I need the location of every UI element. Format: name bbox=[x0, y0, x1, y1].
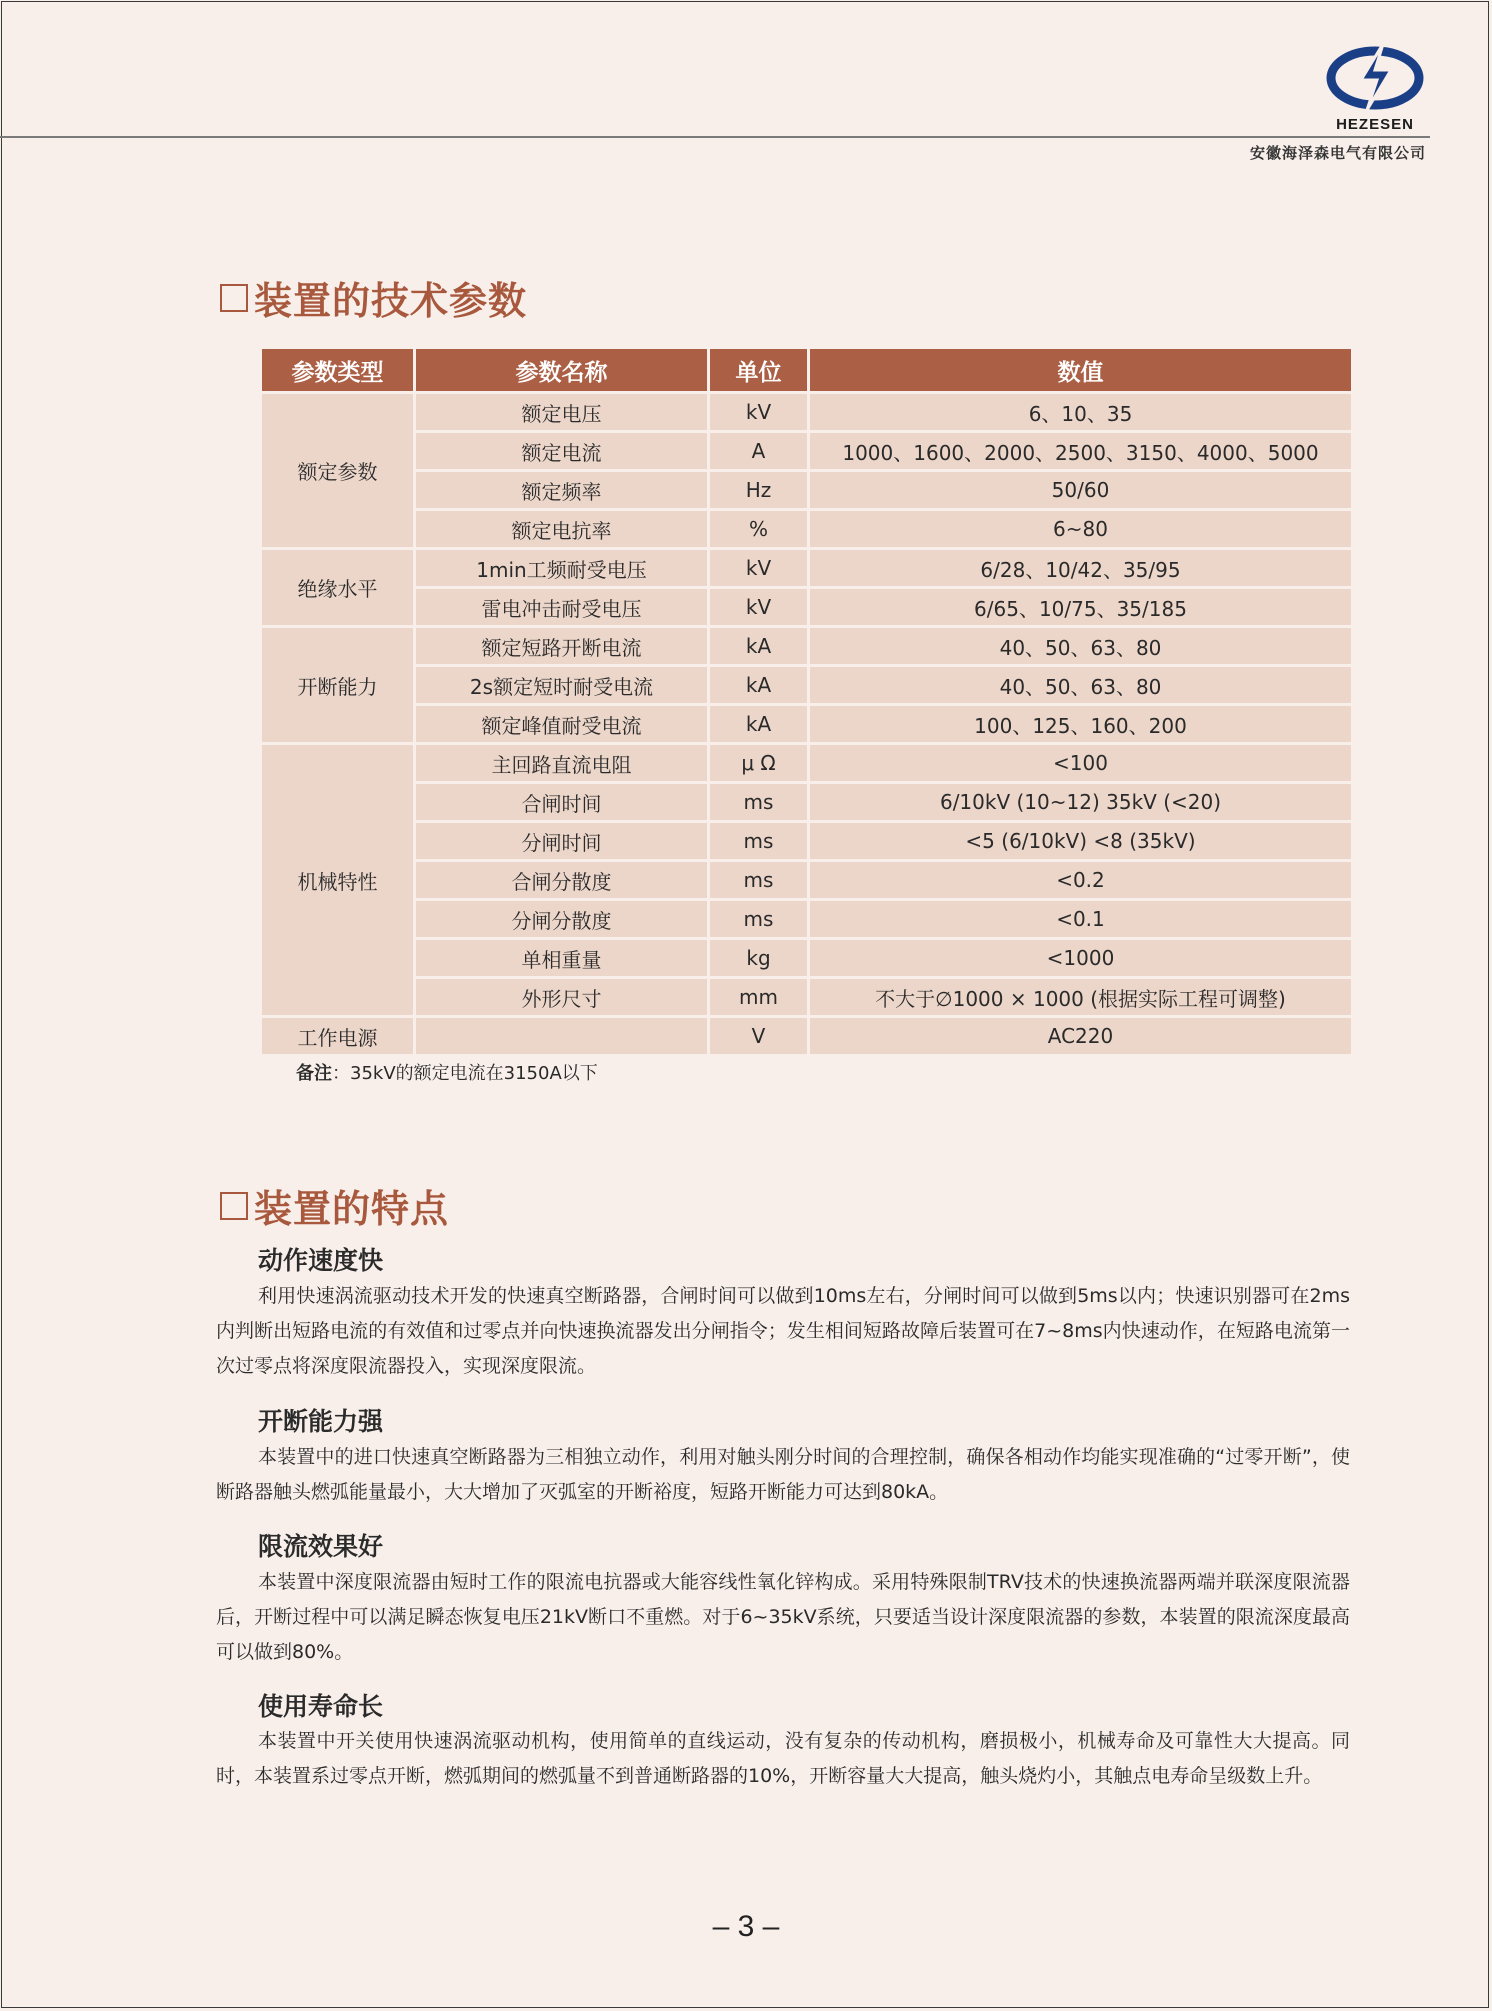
note-text: ：35kV的额定电流在3150A以下 bbox=[332, 1063, 598, 1084]
table-row bbox=[261, 939, 1353, 978]
name-cell: 分闸分散度 bbox=[415, 900, 709, 939]
brand-name: HEZESEN bbox=[1336, 116, 1414, 133]
value-cell: <1000 bbox=[809, 939, 1353, 978]
unit-cell: ms bbox=[709, 822, 809, 861]
table-row bbox=[261, 549, 1353, 588]
table-row bbox=[261, 471, 1353, 510]
unit-cell: kV bbox=[709, 588, 809, 627]
section-title-text: 装置的特点 bbox=[254, 1187, 450, 1231]
table-row bbox=[261, 627, 1353, 666]
value-cell: 40、50、63、80 bbox=[809, 627, 1353, 666]
unit-cell: ms bbox=[709, 783, 809, 822]
name-cell: 2s额定短时耐受电流 bbox=[415, 666, 709, 705]
table-note bbox=[296, 1059, 598, 1085]
value-cell: 不大于∅1000 × 1000 (根据实际工程可调整) bbox=[809, 978, 1353, 1017]
value-cell: <5 (6/10kV) <8 (35kV) bbox=[809, 822, 1353, 861]
company-logo bbox=[1320, 40, 1430, 158]
table-row bbox=[261, 783, 1353, 822]
feature-heading: 开断能力强 bbox=[258, 1407, 384, 1436]
name-cell: 额定频率 bbox=[415, 471, 709, 510]
table-row bbox=[261, 510, 1353, 549]
value-cell: <0.1 bbox=[809, 900, 1353, 939]
unit-cell: μ Ω bbox=[709, 744, 809, 783]
table-row bbox=[261, 744, 1353, 783]
unit-cell: ms bbox=[709, 900, 809, 939]
feature-body: 本装置中的进口快速真空断路器为三相独立动作，利用对触头刚分时间的合理控制，确保各相动作均能实现准确的“过零开断”，使断路器触头燃弧能量最小，大大增加了灭弧室的开断裕度，短路开断能力可达到80kA。 bbox=[216, 1446, 1350, 1503]
feature-heading: 使用寿命长 bbox=[258, 1692, 384, 1721]
unit-cell: kA bbox=[709, 627, 809, 666]
page-number: – 3 – bbox=[712, 1910, 780, 1943]
checkbox-square-icon bbox=[220, 284, 248, 312]
name-cell bbox=[415, 1017, 709, 1056]
checkbox-square-icon bbox=[220, 1192, 248, 1220]
value-cell: 6、10、35 bbox=[809, 393, 1353, 432]
hezesen-logo-icon bbox=[1325, 40, 1425, 114]
value-cell: <100 bbox=[809, 744, 1353, 783]
name-cell: 单相重量 bbox=[415, 939, 709, 978]
category-cell: 机械特性 bbox=[261, 744, 415, 1017]
name-cell: 主回路直流电阻 bbox=[415, 744, 709, 783]
value-cell: AC220 bbox=[809, 1017, 1353, 1056]
unit-cell: kV bbox=[709, 549, 809, 588]
value-cell: 1000、1600、2000、2500、3150、4000、5000 bbox=[809, 432, 1353, 471]
unit-cell: mm bbox=[709, 978, 809, 1017]
unit-cell: % bbox=[709, 510, 809, 549]
feature-body: 利用快速涡流驱动技术开发的快速真空断路器，合闸时间可以做到10ms左右，分闸时间可以做到5ms以内；快速识别器可在2ms内判断出短路电流的有效值和过零点并向快速换流器发出分闸指令；发生相间短路故障后装置可在7~8ms内快速动作，在短路电流第一次过零点将深度限流器投入，实现深度限流。 bbox=[216, 1285, 1350, 1377]
unit-cell: Hz bbox=[709, 471, 809, 510]
feature-heading: 限流效果好 bbox=[258, 1532, 384, 1561]
table-row bbox=[261, 1017, 1353, 1056]
company-name: 安徽海泽森电气有限公司 bbox=[1249, 144, 1426, 162]
feature-heading: 动作速度快 bbox=[258, 1246, 384, 1275]
unit-cell: kA bbox=[709, 666, 809, 705]
category-cell: 开断能力 bbox=[261, 627, 415, 744]
table-row bbox=[261, 666, 1353, 705]
column-header: 数值 bbox=[809, 348, 1353, 393]
name-cell: 额定电抗率 bbox=[415, 510, 709, 549]
value-cell: 100、125、160、200 bbox=[809, 705, 1353, 744]
column-header: 单位 bbox=[709, 348, 809, 393]
column-header: 参数类型 bbox=[261, 348, 415, 393]
name-cell: 合闸时间 bbox=[415, 783, 709, 822]
feature-body: 本装置中开关使用快速涡流驱动机构，使用简单的直线运动，没有复杂的传动机构，磨损极小，机械寿命及可靠性大大提高。同时，本装置系过零点开断，燃弧期间的燃弧量不到普通断路器的10%，开断容量大大提高，触头烧灼小，其触点电寿命呈级数上升。 bbox=[216, 1730, 1350, 1787]
name-cell: 合闸分散度 bbox=[415, 861, 709, 900]
table-row bbox=[261, 861, 1353, 900]
category-cell: 工作电源 bbox=[261, 1017, 415, 1056]
table-header-row bbox=[261, 348, 1353, 393]
name-cell: 额定峰值耐受电流 bbox=[415, 705, 709, 744]
section-title-parameters bbox=[220, 270, 527, 325]
table-row bbox=[261, 588, 1353, 627]
unit-cell: kg bbox=[709, 939, 809, 978]
name-cell: 额定电流 bbox=[415, 432, 709, 471]
name-cell: 外形尺寸 bbox=[415, 978, 709, 1017]
note-label: 备注 bbox=[296, 1063, 332, 1084]
value-cell: 6/10kV (10~12) 35kV (<20) bbox=[809, 783, 1353, 822]
value-cell: 6~80 bbox=[809, 510, 1353, 549]
unit-cell: kV bbox=[709, 393, 809, 432]
name-cell: 额定短路开断电流 bbox=[415, 627, 709, 666]
value-cell: <0.2 bbox=[809, 861, 1353, 900]
unit-cell: A bbox=[709, 432, 809, 471]
feature-body: 本装置中深度限流器由短时工作的限流电抗器或大能容线性氧化锌构成。采用特殊限制TRV技术的快速换流器两端并联深度限流器后，开断过程中可以满足瞬态恢复电压21kV断口不重燃。对于6~35kV系统，只要适当设计深度限流器的参数，本装置的限流深度最高可以做到80%。 bbox=[216, 1571, 1350, 1663]
section-title-text: 装置的技术参数 bbox=[254, 279, 528, 323]
name-cell: 1min工频耐受电压 bbox=[415, 549, 709, 588]
parameters-table bbox=[259, 346, 1354, 1057]
category-cell: 额定参数 bbox=[261, 393, 415, 549]
table-row bbox=[261, 705, 1353, 744]
unit-cell: kA bbox=[709, 705, 809, 744]
value-cell: 6/65、10/75、35/185 bbox=[809, 588, 1353, 627]
value-cell: 6/28、10/42、35/95 bbox=[809, 549, 1353, 588]
name-cell: 额定电压 bbox=[415, 393, 709, 432]
header-rule bbox=[0, 136, 1430, 138]
table-row bbox=[261, 393, 1353, 432]
column-header: 参数名称 bbox=[415, 348, 709, 393]
table-row bbox=[261, 822, 1353, 861]
unit-cell: V bbox=[709, 1017, 809, 1056]
name-cell: 分闸时间 bbox=[415, 822, 709, 861]
unit-cell: ms bbox=[709, 861, 809, 900]
table-row bbox=[261, 432, 1353, 471]
value-cell: 50/60 bbox=[809, 471, 1353, 510]
table-row bbox=[261, 900, 1353, 939]
category-cell: 绝缘水平 bbox=[261, 549, 415, 627]
section-title-features bbox=[220, 1178, 449, 1233]
table-row bbox=[261, 978, 1353, 1017]
value-cell: 40、50、63、80 bbox=[809, 666, 1353, 705]
name-cell: 雷电冲击耐受电压 bbox=[415, 588, 709, 627]
